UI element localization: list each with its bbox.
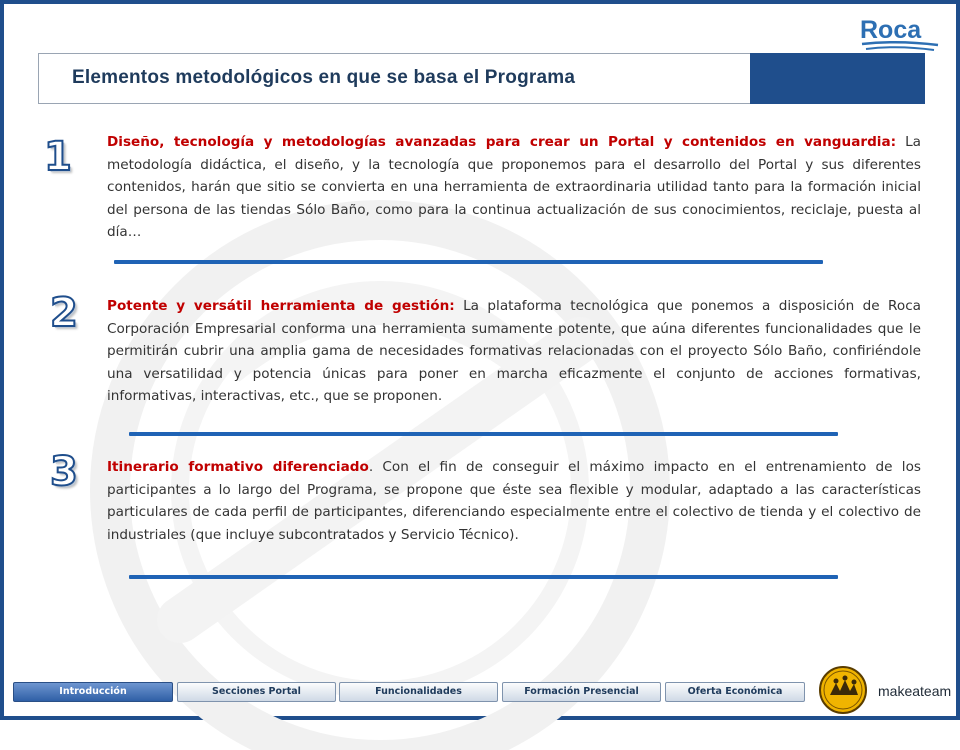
roca-logo-text: Roca bbox=[860, 16, 922, 44]
item-2-paragraph bbox=[107, 295, 921, 408]
item-3-lead: Itinerario formativo diferenciado bbox=[107, 459, 369, 475]
title-accent bbox=[750, 53, 925, 104]
item-2-text: La plataforma tecnológica que ponemos a disposición de Roca Corporación Empresarial conforma una herramienta sumamente potente, que aúna diferentes funcionalidades que le permitirán cubrir una amplia gama de necesidades formativas relacionadas con el proyecto Sólo Baño, confiriéndole una versatilidad y potencia únicas para poner en marcha eficazmente el conjunto de acciones formativas, informativas, interactivas, etc., que se proponen. bbox=[107, 298, 922, 404]
roca-logo-icon bbox=[858, 14, 942, 54]
makeateam-badge-icon bbox=[818, 665, 868, 715]
item-3-text: . Con el fin de conseguir el máximo impacto en el entrenamiento de los participantes a lo largo del Programa, se propone que éste sea flexible y modular, adaptado a las características particulares de cada perfil de participantes, diferenciando especialmente entre el colectivo de tienda y el colectivo de industriales (que incluye subcontratados y Servicio Técnico). bbox=[107, 459, 921, 543]
number-2: 2 bbox=[50, 290, 78, 336]
item-1-text: La metodología didáctica, el diseño, y la tecnología que proponemos para el desarrollo del Portal y sus diferentes contenidos, harán que sitio se convierta en una herramienta de extraordinaria utilidad tanto para la formación inicial del persona de las tiendas Sólo Baño, como para la continua actualización de sus conocimientos, reciclaje, puesta al día… bbox=[107, 134, 921, 240]
tab-formacion-presencial[interactable]: Formación Presencial bbox=[502, 682, 661, 702]
page-title: Elementos metodológicos en que se basa el Programa bbox=[72, 67, 576, 88]
item-3-paragraph bbox=[107, 456, 921, 546]
divider-3 bbox=[129, 575, 838, 579]
tab-funcionalidades[interactable]: Funcionalidades bbox=[339, 682, 498, 702]
tab-introduccion[interactable]: Introducción bbox=[13, 682, 173, 702]
item-1-paragraph bbox=[107, 131, 921, 244]
number-1: 1 bbox=[44, 134, 72, 180]
item-1-lead: Diseño, tecnología y metodologías avanzadas para crear un Portal y contenidos en vanguardia: bbox=[107, 134, 897, 150]
number-3: 3 bbox=[50, 449, 78, 495]
item-2-lead: Potente y versátil herramienta de gestión: bbox=[107, 298, 455, 314]
tab-secciones-portal[interactable]: Secciones Portal bbox=[177, 682, 336, 702]
divider-2 bbox=[129, 432, 838, 436]
divider-1 bbox=[114, 260, 823, 264]
makeateam-brand-text: makeateam bbox=[878, 683, 952, 699]
tab-oferta-economica[interactable]: Oferta Económica bbox=[665, 682, 805, 702]
